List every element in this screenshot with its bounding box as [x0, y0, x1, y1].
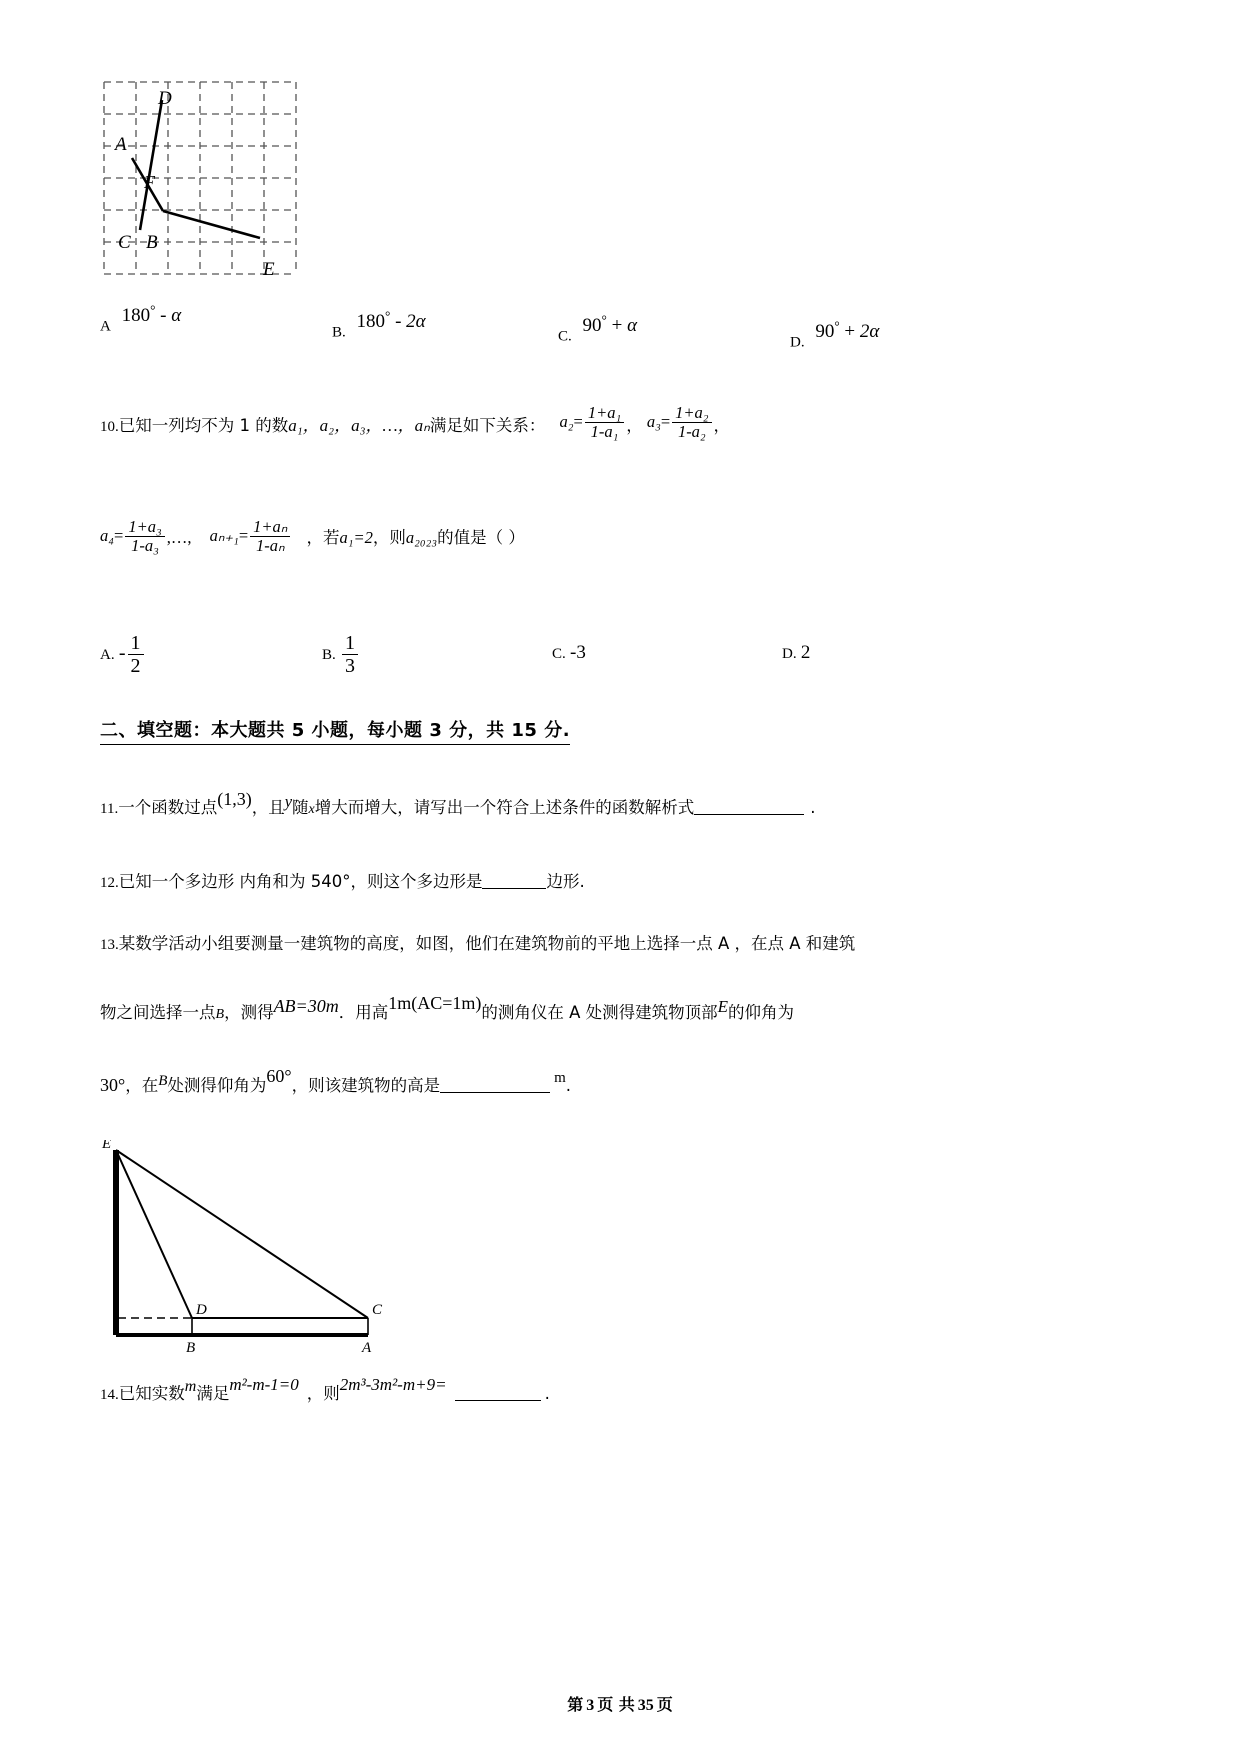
- question12-number: 12.: [100, 875, 119, 891]
- question11-part-d: 增大而增大，请写出一个符合上述条件的函数解析式: [314, 798, 695, 817]
- question11-variable-x: x: [308, 802, 315, 817]
- question10-number: 10.: [100, 418, 119, 435]
- question10-option-C[interactable]: [552, 642, 586, 664]
- option-letter: D.: [790, 334, 805, 351]
- option-d-operator: +: [844, 320, 856, 342]
- question13-height-note: 1m(AC=1m): [388, 993, 482, 1013]
- question13-point-B2: B: [158, 1073, 168, 1089]
- question13-line2-c: ．用高: [338, 1003, 389, 1022]
- option-d-value: 2: [800, 642, 811, 663]
- question14-variable-m: m: [184, 1378, 197, 1395]
- relation1-denominator: 1-a₁: [585, 422, 624, 441]
- question11-part-b: ，且: [251, 798, 285, 817]
- relation2-numerator: 1+a₂: [675, 403, 709, 422]
- option-letter: C.: [552, 646, 566, 662]
- option-b-tail: 2α: [406, 310, 426, 332]
- question9-option-B[interactable]: [332, 308, 426, 343]
- question9-option-C[interactable]: [558, 312, 638, 347]
- question12-part-b: 边形.: [546, 872, 585, 891]
- question14-expression: 2m³-3m²-m+9=: [339, 1375, 447, 1394]
- option-letter: C.: [558, 328, 572, 345]
- option-letter: B.: [332, 324, 346, 341]
- question11-part-a: 一个函数过点: [118, 798, 218, 817]
- footer-page-number: 3: [586, 1697, 595, 1714]
- question9-option-D[interactable]: [790, 318, 880, 353]
- question10-relation-2: a₃= $\frac{\text{1+a₂}}{\text{1-a₂}}$: [647, 404, 714, 442]
- question10-option-A[interactable]: [100, 632, 146, 678]
- degree-sign: °: [601, 312, 607, 327]
- option-letter: D.: [782, 646, 797, 662]
- question13-angle-30: 30°: [100, 1075, 126, 1095]
- relation2-denominator: 1-a₂: [672, 422, 711, 441]
- relation2-lhs: a₃: [646, 411, 661, 431]
- question10-target: a₂₀₂₃: [405, 527, 438, 547]
- relation4-denominator: 1-aₙ: [250, 536, 290, 555]
- question10-sequence: a₁，a₂，a₃，…，aₙ: [288, 415, 430, 435]
- option-d-tail: 2α: [859, 320, 880, 342]
- question13-line2-e: 的仰角为: [728, 1003, 795, 1022]
- question13-line2-b: ，测得: [224, 1003, 274, 1022]
- option-letter: A: [100, 318, 111, 335]
- question13-point-B: B: [215, 1007, 225, 1022]
- figure1-label-D: D: [158, 88, 172, 109]
- option-a-denominator: 2: [128, 654, 144, 677]
- question14-number: 14.: [100, 1387, 119, 1403]
- question10-text-e: 的值是（ ）: [437, 527, 525, 547]
- relation1-numerator: 1+a₁: [587, 403, 622, 422]
- option-b-denominator: 3: [342, 654, 358, 677]
- figure1-label-C: C: [118, 232, 131, 253]
- question10-comma-1: ，: [626, 415, 643, 435]
- relation4-lhs: aₙ₊₁: [209, 525, 239, 545]
- figure2-label-D: D: [196, 1302, 207, 1318]
- question10-condition: a₁=2: [339, 527, 373, 547]
- question11-part-e: .: [810, 798, 816, 817]
- degree-sign: °: [834, 318, 840, 333]
- option-a-numerator: 1: [130, 632, 141, 654]
- footer-prefix: 第: [567, 1695, 584, 1714]
- question13-unit: m: [554, 1070, 566, 1086]
- grid-geometry-figure: [100, 78, 300, 278]
- question11-point: (1,3): [217, 789, 252, 809]
- question9-option-A[interactable]: [100, 302, 182, 337]
- question13-number: 13.: [100, 937, 119, 953]
- question10-relation-1: a₂= $\frac{\text{1+a₁}}{\text{1-a₁}}$: [560, 404, 627, 442]
- question13-line1: [100, 928, 855, 960]
- footer-total-pages: 35: [637, 1697, 654, 1714]
- option-a-sign: -: [118, 641, 126, 664]
- question10-ellipsis: ,…,: [166, 527, 192, 547]
- question10-option-B[interactable]: [322, 632, 360, 678]
- figure1-label-A: A: [115, 134, 127, 155]
- option-c-tail: α: [627, 314, 638, 336]
- question13-answer-blank[interactable]: [440, 1076, 550, 1094]
- question13-point-E: E: [717, 997, 729, 1016]
- option-a-tail: α: [171, 304, 182, 326]
- question13-line3: [100, 1068, 571, 1102]
- section-2-heading: 二、填空题：本大题共 5 小题，每小题 3 分，共 15 分.: [100, 716, 570, 745]
- question14-answer-blank[interactable]: [455, 1384, 541, 1402]
- question13-line2-a: 物之间选择一点: [100, 1003, 216, 1022]
- figure2-label-A: A: [362, 1340, 372, 1355]
- figure2-label-B: B: [186, 1340, 196, 1355]
- question10-stem-line2: [100, 517, 525, 558]
- relation4-numerator: 1+aₙ: [253, 517, 288, 536]
- degree-sign: °: [150, 302, 156, 317]
- question14-part-d: .: [544, 1384, 550, 1403]
- question14: [100, 1375, 550, 1410]
- option-letter: B.: [322, 646, 336, 663]
- question11-answer-blank[interactable]: [694, 798, 804, 816]
- option-c-number: 90: [582, 314, 602, 336]
- question11: [100, 790, 816, 824]
- option-c-value: -3: [570, 642, 586, 663]
- question11-part-c: 随: [292, 798, 309, 817]
- question13-line3-b: ，在: [125, 1076, 159, 1095]
- relation3-denominator: 1-a₃: [125, 536, 164, 555]
- question13-line2-d: 的测角仪在 A 处测得建筑物顶部: [481, 1003, 718, 1022]
- question10-text-c: ，若: [306, 527, 340, 547]
- question14-part-a: 已知实数: [118, 1384, 185, 1403]
- relation3-numerator: 1+a₃: [128, 517, 162, 536]
- option-b-numerator: 1: [345, 632, 356, 654]
- footer-suffix: 页: [656, 1695, 673, 1714]
- question10-relation-4: aₙ₊₁= $\frac{\text{1+aₙ}}{\text{1-aₙ}}$: [210, 518, 293, 556]
- question10-stem-line1: [100, 403, 730, 446]
- option-b-operator: -: [395, 310, 402, 332]
- relation3-lhs: a₄: [100, 525, 114, 545]
- figure1-label-E: E: [263, 259, 275, 278]
- question10-option-D[interactable]: [782, 642, 810, 664]
- building-height-figure: [96, 1140, 426, 1360]
- question12-answer-blank[interactable]: [482, 872, 546, 890]
- question13-line3-f: .: [565, 1076, 571, 1095]
- figure1-label-B: B: [146, 232, 158, 253]
- question13-line1-text: 某数学活动小组要测量一建筑物的高度，如图，他们在建筑物前的平地上选择一点 A ，在点 A 和建筑: [118, 934, 856, 953]
- question10-comma-2: ，: [713, 415, 730, 435]
- question10-text-a: 已知一列均不为 1 的数: [118, 415, 289, 435]
- option-b-number: 180: [356, 310, 386, 332]
- option-letter: A.: [100, 646, 115, 663]
- relation1-lhs: a₂: [559, 411, 574, 431]
- option-a-number: 180: [121, 304, 151, 326]
- question12-part-a: 已知一个多边形 内角和为 540°，则这个多边形是: [118, 872, 483, 891]
- question10-relation-3: a₄= $\frac{\text{1+a₃}}{\text{1-a₃}}$: [100, 518, 167, 556]
- question10-text-b: 满足如下关系：: [429, 415, 546, 435]
- question12: [100, 866, 585, 898]
- question10-text-d: ，则: [372, 527, 406, 547]
- option-d-number: 90: [815, 320, 835, 342]
- question14-equation: m²-m-1=0: [229, 1375, 299, 1394]
- figure1-label-F: F: [144, 172, 155, 192]
- question14-part-b: 满足: [196, 1384, 230, 1403]
- question13-angle-60: 60°: [266, 1066, 292, 1086]
- question13-line3-c: 处测得仰角为: [167, 1076, 267, 1095]
- option-a-operator: -: [160, 304, 167, 326]
- question11-variable-y: y: [284, 792, 293, 811]
- question13-line2: [100, 995, 794, 1029]
- page-footer: [0, 1692, 1240, 1715]
- figure2-label-C: C: [372, 1302, 383, 1318]
- degree-sign: °: [385, 308, 391, 323]
- question11-number: 11.: [100, 801, 119, 817]
- question13-segment-AB: AB=30m: [273, 996, 339, 1016]
- question13-line3-e: ，则该建筑物的高是: [291, 1076, 441, 1095]
- figure2-label-E: E: [102, 1140, 112, 1152]
- question14-part-c: ，则: [306, 1384, 340, 1403]
- option-c-operator: +: [611, 314, 623, 336]
- footer-middle: 页 共: [597, 1695, 635, 1714]
